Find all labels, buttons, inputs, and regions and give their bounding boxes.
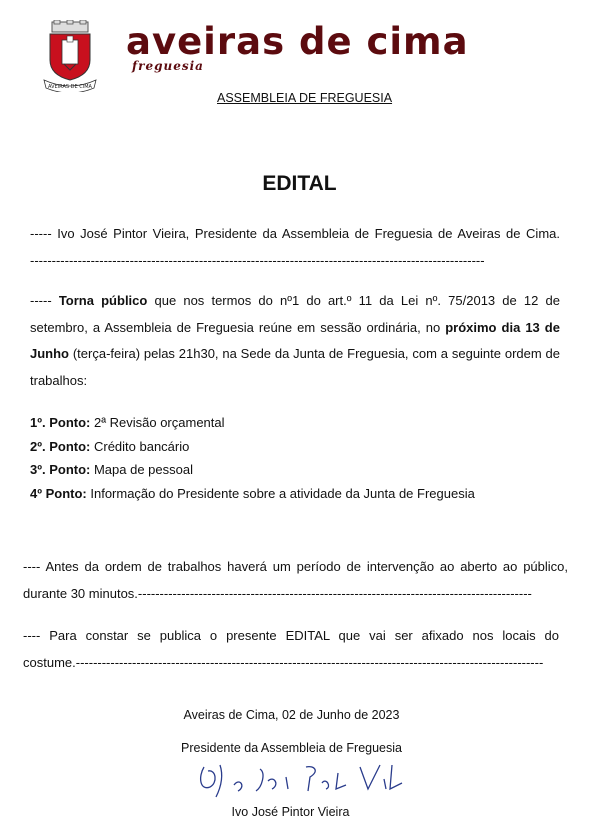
intro-text: ----- Ivo José Pintor Vieira, Presidente da Assembleia de Freguesia de Aveiras de Cima. (30, 226, 560, 241)
posting-text: ---- Para constar se publica o presente EDITAL que vai ser afixado nos locais do costume. (23, 628, 559, 670)
organization-heading: ASSEMBLEIA DE FREGUESIA (217, 91, 393, 105)
paragraph-announcement (30, 288, 560, 394)
agenda-item (30, 482, 475, 506)
agenda-item-text: Informação do Presidente sobre a atividade da Junta de Freguesia (86, 485, 475, 501)
signatory-title: Presidente da Assembleia de Freguesia (181, 741, 402, 755)
announcement-prefix: ----- (30, 293, 59, 308)
intervention-text: ---- Antes da ordem de trabalhos haverá um período de intervenção ao aberto ao público, durante 30 minutos. (23, 559, 568, 601)
agenda-item-text: 2ª Revisão orçamental (90, 415, 225, 430)
coat-of-arms-icon (40, 20, 100, 92)
intro-dashes: --------------------------------------------------------------------------------------------------------- (30, 252, 485, 268)
logo-title: aveiras de cima (126, 20, 469, 63)
agenda-item-label: 1º. Ponto: (30, 415, 91, 430)
crest-ribbon-text: AVEIRAS DE CIMA (48, 84, 92, 90)
place-and-date: Aveiras de Cima, 02 de Junho de 2023 (183, 708, 400, 722)
agenda-item-text: Crédito bancário (90, 438, 190, 454)
paragraph-intro (30, 221, 560, 274)
agenda-item (30, 435, 475, 459)
paragraph-posting (23, 623, 559, 676)
announcement-bold-1: Torna público (58, 293, 148, 308)
announcement-text-2: (terça-feira) pelas 21h30, na Sede da Junta de Freguesia, com a seguinte ordem de trabalhos: (30, 346, 560, 388)
agenda-item (30, 458, 475, 482)
agenda-item-label: 2º. Ponto: (30, 438, 91, 454)
paragraph-public-intervention (23, 554, 568, 607)
document-title: EDITAL (262, 172, 337, 195)
announcement-text-1: que nos termos do nº1 do art.º 11 da Lei nº. 75/2013 de 12 de setembro, a Assembleia de Freguesia reúne em sessão ordinária, no (30, 293, 560, 335)
handwritten-signature (190, 757, 410, 801)
posting-dashes: ------------------------------------------------------------------------------------------------------------ (75, 654, 544, 670)
agenda-list (30, 411, 475, 505)
agenda-item-label: 4º Ponto: (30, 485, 87, 501)
intervention-dashes: ------------------------------------------------------------------------------------------- (137, 585, 532, 601)
announcement-bold-2: próximo dia 13 de Junho (30, 319, 560, 361)
signatory-name: Ivo José Pintor Vieira (231, 805, 350, 819)
agenda-item (30, 411, 475, 435)
agenda-item-label: 3º. Ponto: (30, 462, 91, 477)
agenda-item-text: Mapa de pessoal (90, 462, 193, 477)
logo-subtitle: freguesia (132, 59, 204, 73)
